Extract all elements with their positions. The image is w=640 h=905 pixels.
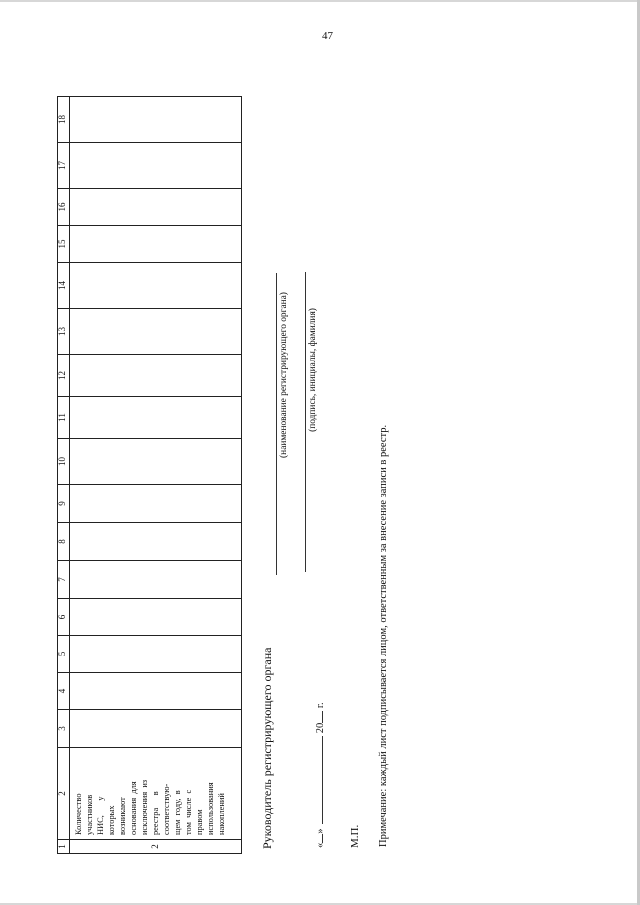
table-cell (70, 561, 242, 599)
table-cell (70, 355, 242, 397)
head-of-registering-body-title: Руководитель регистрирующего органа (260, 647, 274, 849)
description-line: основания для (129, 781, 138, 835)
col-header-2: 2 (58, 748, 70, 840)
col-header-12: 12 (58, 355, 70, 397)
col-header-1: 1 (58, 840, 70, 854)
description-line: Количество (74, 793, 83, 835)
page-number: 47 (322, 30, 333, 42)
description-line: возникают (118, 797, 127, 835)
col-header-14: 14 (58, 263, 70, 309)
year-prefix: 20 (315, 722, 326, 734)
col-header-7: 7 (58, 561, 70, 599)
stamp-place-label: М.П. (349, 824, 361, 848)
table-cell (70, 97, 242, 143)
description-line: правом (195, 809, 204, 835)
date-line (315, 702, 326, 848)
col-header-4: 4 (58, 673, 70, 710)
col-header-13: 13 (58, 309, 70, 355)
description-line: накоплений (217, 793, 226, 835)
col-header-11: 11 (58, 397, 70, 439)
table-cell (70, 226, 242, 263)
col-header-10: 10 (58, 439, 70, 485)
footnote: Примечание: каждый лист подписывается лицом, ответственным за внесение записи в реестр. (378, 424, 389, 847)
date-open-quote: « (315, 842, 326, 848)
org-name-line (276, 273, 277, 575)
org-name-caption: (наименование регистрирующего органа) (279, 292, 289, 458)
table-cell (70, 599, 242, 636)
row-number: 2 (70, 840, 242, 854)
signature-line (305, 272, 306, 572)
description-line: щем году, в (173, 790, 182, 835)
col-header-17: 17 (58, 143, 70, 189)
year-blank (322, 711, 323, 723)
description-line: которых (107, 805, 116, 835)
table-cell (70, 397, 242, 439)
col-header-15: 15 (58, 226, 70, 263)
col-header-9: 9 (58, 485, 70, 523)
table-cell (70, 485, 242, 523)
table-cell (70, 523, 242, 561)
col-header-16: 16 (58, 189, 70, 226)
table-cell (70, 143, 242, 189)
table-cell (70, 263, 242, 309)
registry-table (57, 96, 242, 854)
col-header-3: 3 (58, 710, 70, 748)
date-close-quote: » (315, 828, 326, 834)
day-blank (322, 834, 323, 843)
row-description (70, 748, 242, 840)
description-line: том числе с (184, 789, 193, 835)
description-line: использования (206, 782, 215, 835)
table-cell (70, 673, 242, 710)
description-line: участников (85, 794, 94, 835)
description-line: исключения из (140, 779, 149, 835)
table-cell (70, 309, 242, 355)
table-row (70, 97, 242, 854)
col-header-8: 8 (58, 523, 70, 561)
table-cell (70, 636, 242, 673)
table-cell (70, 189, 242, 226)
year-suffix: г. (315, 702, 326, 709)
description-line: соответствую- (162, 783, 171, 835)
table-header-row (58, 97, 70, 854)
table-cell (70, 710, 242, 748)
table-cell (70, 439, 242, 485)
col-header-6: 6 (58, 599, 70, 636)
col-header-5: 5 (58, 636, 70, 673)
description-line: НИС, у (96, 796, 105, 835)
description-line: реестра в (151, 791, 160, 835)
signature-caption: (подпись, инициалы, фамилия) (308, 308, 318, 432)
col-header-18: 18 (58, 97, 70, 143)
month-blank (322, 736, 323, 824)
